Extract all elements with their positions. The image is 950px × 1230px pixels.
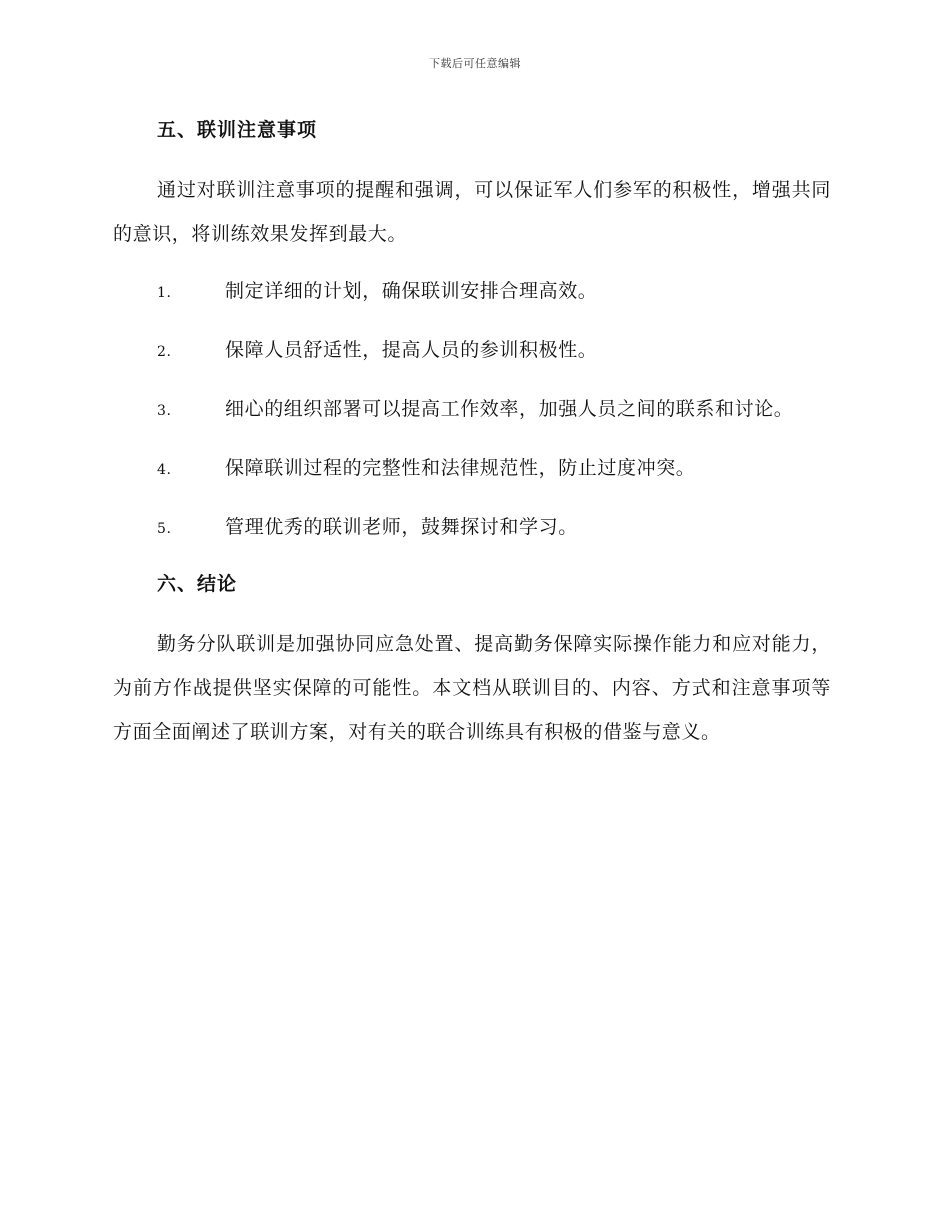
document-body (113, 110, 831, 767)
list-item-text: 细心的组织部署可以提高工作效率，加强人员之间的联系和讨论。 (225, 398, 794, 420)
list-item-number: 2. (157, 344, 172, 360)
list-item-text: 保障联训过程的完整性和法律规范性，防止过度冲突。 (225, 457, 696, 479)
list-item (113, 328, 831, 374)
list-item-text: 管理优秀的联训老师，鼓舞探讨和学习。 (225, 516, 578, 538)
section-5-intro-paragraph: 通过对联训注意事项的提醒和强调，可以保证军人们参军的积极性，增强共同的意识，将训练效果发挥到最大。 (113, 179, 831, 245)
list-item-text: 保障人员舒适性，提高人员的参训积极性。 (225, 339, 598, 361)
list-item-number: 4. (157, 462, 172, 478)
list-item (113, 269, 831, 315)
list-item-number: 5. (157, 521, 172, 537)
conclusion-paragraph: 勤务分队联训是加强协同应急处置、提高勤务保障实际操作能力和应对能力，为前方作战提供坚实保障的可能性。本文档从联训目的、内容、方式和注意事项等方面全面阐述了联训方案，对有关的联合训练具有积极的借鉴与意义。 (113, 633, 831, 743)
section-heading-6: 六、结论 (157, 573, 238, 595)
list-item (113, 446, 831, 492)
page-header: 下载后可任意编辑 (429, 57, 521, 70)
list-item-text: 制定详细的计划，确保联训安排合理高效。 (225, 280, 598, 302)
list-item-number: 1. (157, 285, 172, 301)
section-heading-5: 五、联训注意事项 (157, 119, 318, 141)
list-item-number: 3. (157, 403, 172, 419)
list-item (113, 387, 831, 433)
list-item (113, 505, 831, 551)
